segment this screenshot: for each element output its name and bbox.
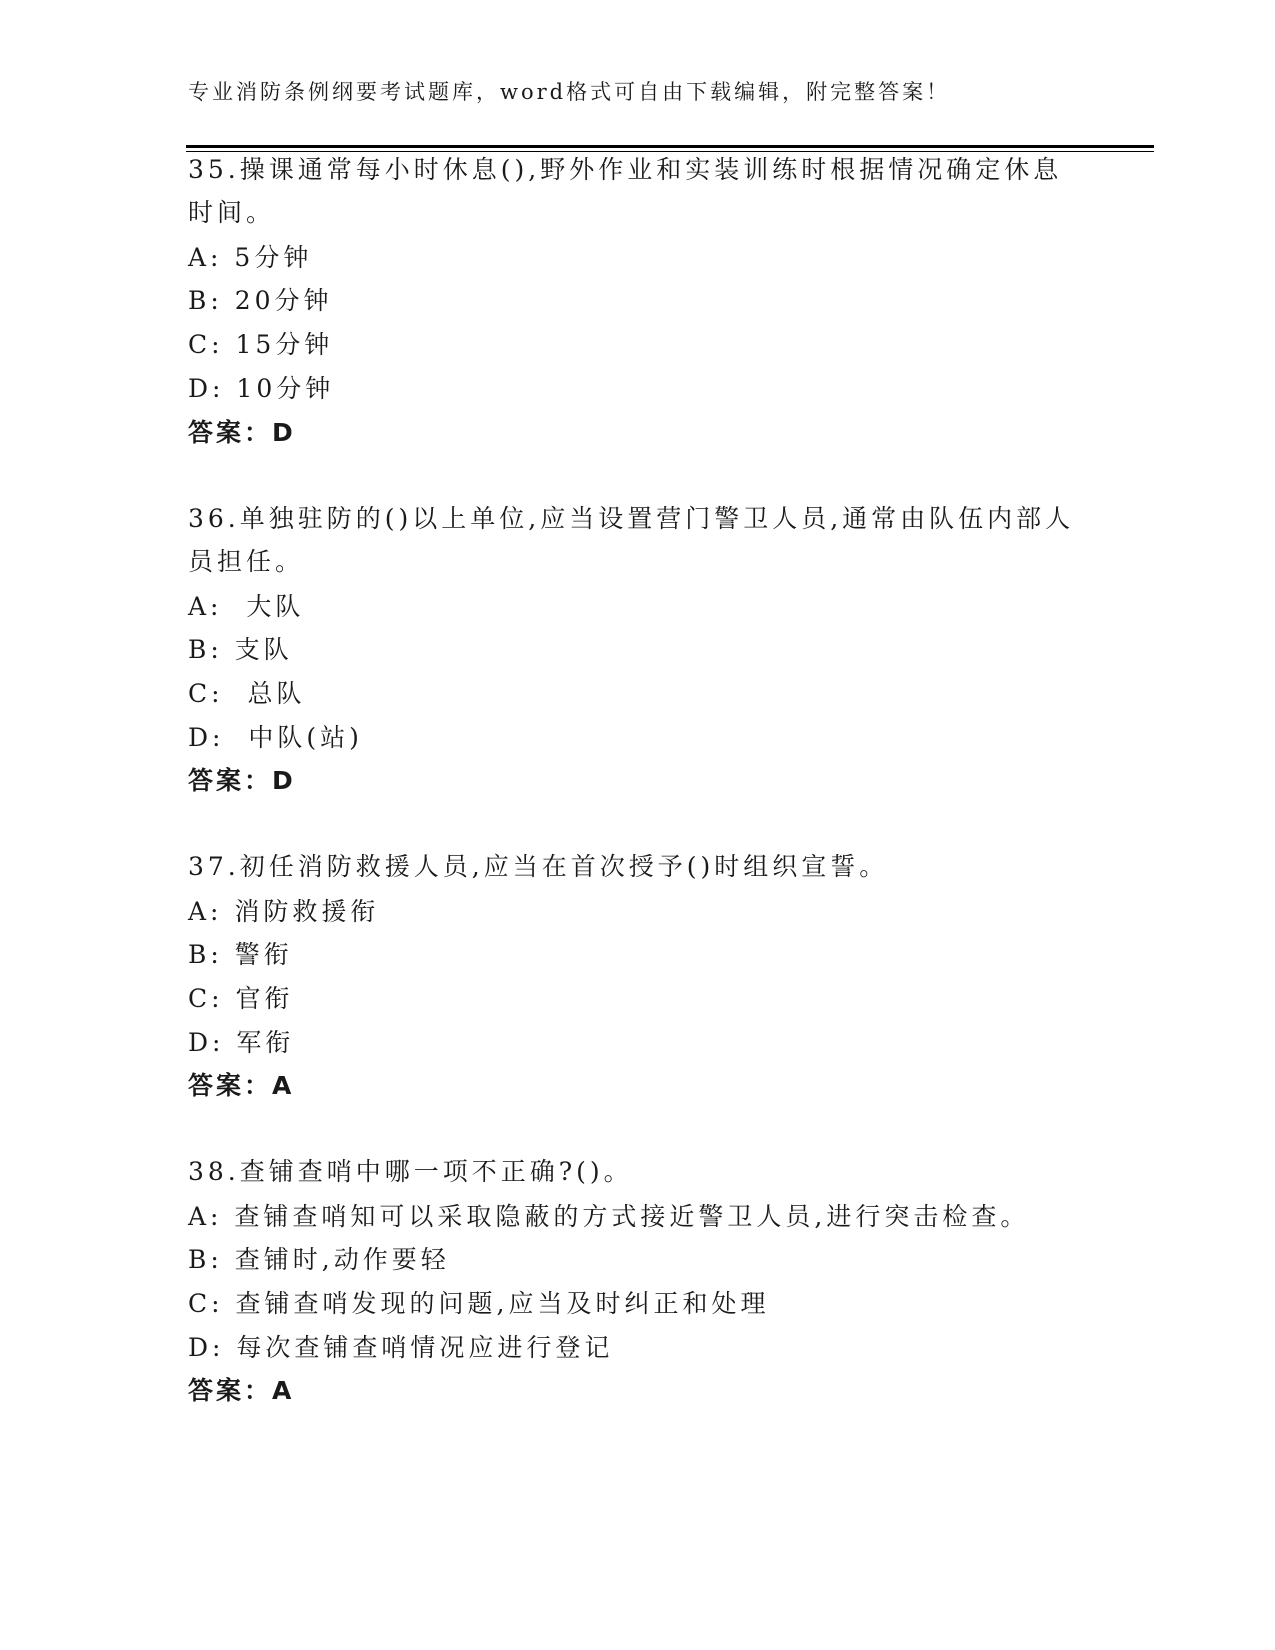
question-38-answer: 答案：A <box>188 1376 295 1405</box>
question-37-option-c: C: 官衔 <box>188 984 294 1013</box>
question-36-text-line2: 员担任。 <box>188 547 305 576</box>
question-35-text-line1: 35.操课通常每小时休息(),野外作业和实装训练时根据情况确定休息 <box>188 155 1063 184</box>
question-36-option-d: D: 中队(站) <box>188 723 363 752</box>
question-38-option-c: C: 查铺查哨发现的问题,应当及时纠正和处理 <box>188 1289 770 1318</box>
question-37-text-line1: 37.初任消防救援人员,应当在首次授予()时组织宣誓。 <box>188 852 889 881</box>
question-36-option-b: B: 支队 <box>188 635 293 664</box>
question-35-option-a: A: 5分钟 <box>188 243 313 272</box>
question-36-text-line1: 36.单独驻防的()以上单位,应当设置营门警卫人员,通常由队伍内部人 <box>188 504 1075 533</box>
question-38-option-b: B: 查铺时,动作要轻 <box>188 1245 450 1274</box>
question-38-option-a: A: 查铺查哨知可以采取隐蔽的方式接近警卫人员,进行突击检查。 <box>188 1202 1030 1231</box>
question-37-option-b: B: 警衔 <box>188 940 293 969</box>
question-35-option-d: D: 10分钟 <box>188 374 335 403</box>
question-38-option-d: D: 每次查铺查哨情况应进行登记 <box>188 1333 614 1362</box>
question-36-answer: 答案：D <box>188 766 296 795</box>
question-36-option-c: C: 总队 <box>188 679 306 708</box>
question-37-option-d: D: 军衔 <box>188 1028 295 1057</box>
question-35-option-c: C: 15分钟 <box>188 330 334 359</box>
document-header: 专业消防条例纲要考试题库，word格式可自由下载编辑，附完整答案！ <box>188 80 951 104</box>
question-35-text-line2: 时间。 <box>188 198 276 227</box>
header-rule-thick <box>186 145 1154 148</box>
question-37-answer: 答案：A <box>188 1071 295 1100</box>
header-rule-thin <box>186 151 1154 152</box>
question-36-option-a: A: 大队 <box>188 592 305 621</box>
question-37-option-a: A: 消防救援衔 <box>188 897 380 926</box>
question-35-answer: 答案：D <box>188 418 296 447</box>
question-35-option-b: B: 20分钟 <box>188 286 333 315</box>
question-38-text-line1: 38.查铺查哨中哪一项不正确?()。 <box>188 1157 633 1186</box>
